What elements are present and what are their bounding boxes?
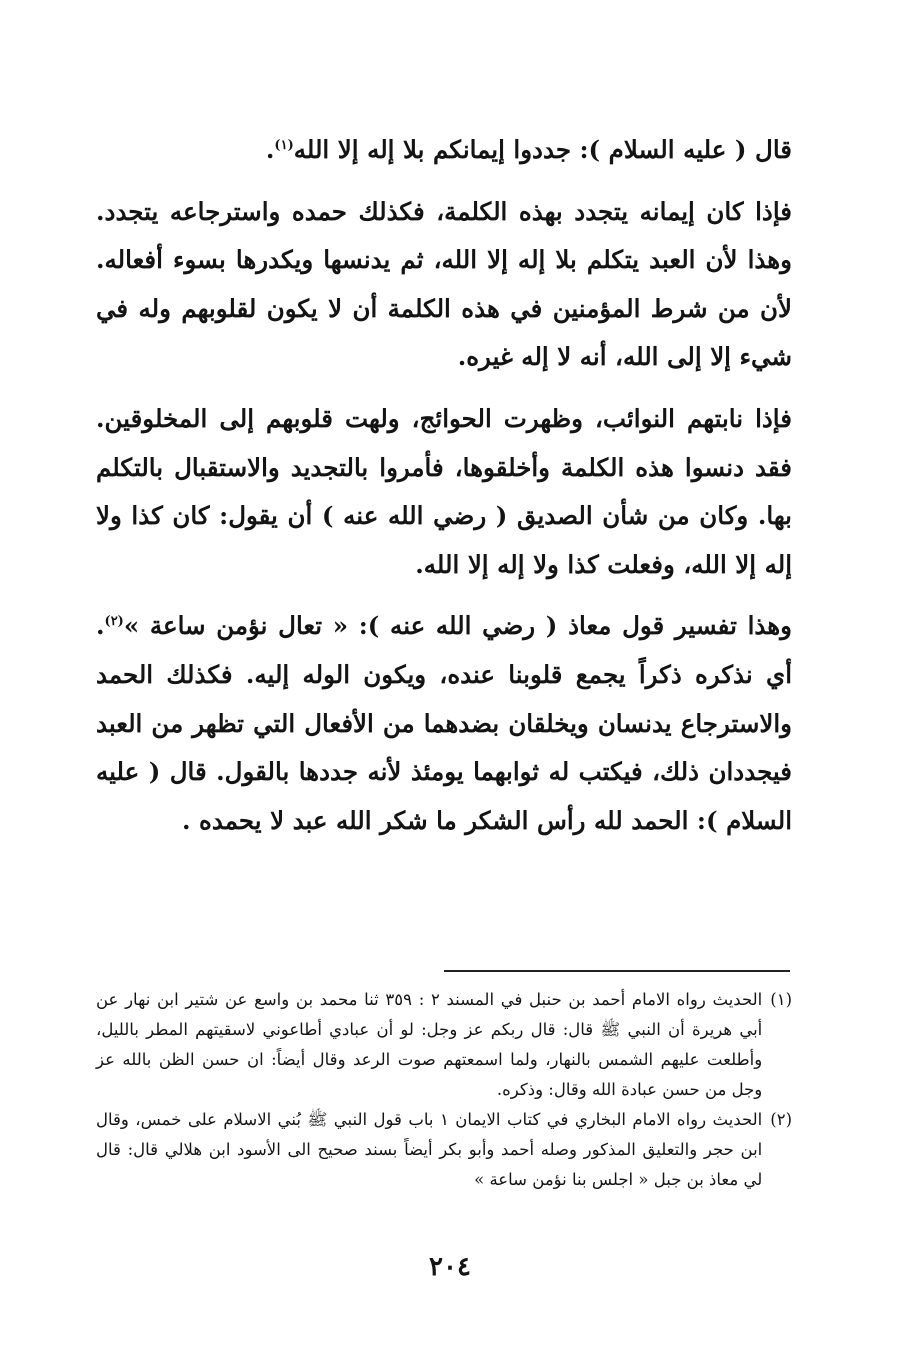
paragraph-3: فإذا نابتهم النوائب، وظهرت الحوائج، ولهت قلوبهم إلى المخلوقين. فقد دنسوا هذه الكلمة وأخلقوها، فأمروا بالتجديد والاستقبال بالتكلم بها. وكان من شأن الصديق ( رضي الله عنه ) أن يقول: كان كذا ولا إله إلا الله، وفعلت كذا ولا إله إلا الله. <box>96 403 792 579</box>
paragraph-2: فإذا كان إيمانه يتجدد بهذه الكلمة، فكذلك حمده واسترجاعه يتجدد. وهذا لأن العبد يتكلم بلا إله إلا الله، ثم يدنسها ويكدرها بسوء أفعاله. لأن من شرط المؤمنين في هذه الكلمة أن لا يكون لقلوبهم وله في شيء إلا إلى الله، أنه لا إله غيره. <box>96 196 792 372</box>
footnote-2-number: (٢) <box>770 1110 792 1129</box>
footnote-1-number: (١) <box>770 990 792 1009</box>
footnote-1 <box>96 985 792 1105</box>
main-text <box>96 126 792 858</box>
footnote-2-text: الحديث رواه الامام البخاري في كتاب الايمان ١ باب قول النبي ﷺ بُني الاسلام على خمس، وقال ابن حجر والتعليق المذكور وصله أحمد وأبو بكر أيضاً بسند صحيح الى الأسود ابن هلالي قال: قال لي معاذ بن جبل « اجلس بنا نؤمن ساعة » <box>96 1110 763 1189</box>
page-number: ٢٠٤ <box>429 1252 471 1282</box>
footnote-1-text: الحديث رواه الامام أحمد بن حنبل في المسند ٢ : ٣٥٩ ثنا محمد بن واسع عن شتير ابن نهار عن أبي هريرة أن النبي ﷺ قال: قال ربكم عز وجل: لو أن عبادي أطاعوني لاسقيتهم المطر بالليل، وأطلعت عليهم الشمس بالنهار، ولما اسمعتهم صوت الرعد وقال أيضاً: ان حسن الظن بالله عز وجل من حسن عبادة الله وقال: وذكره. <box>96 990 763 1099</box>
paragraph-4-text: وهذا تفسير قول معاذ ( رضي الله عنه ): « تعال نؤمن ساعة » <box>123 611 792 641</box>
footnote-2 <box>96 1105 792 1195</box>
paragraph-4-tail: . أي نذكره ذكراً يجمع قلوبنا عنده، ويكون الوله إليه. فكذلك الحمد والاسترجاع يدنسان ويخلقان بضدهما من الأفعال التي تظهر من العبد فيجددان ذلك، فيكتب له ثوابهما يومئذ لأنه جددها بالقول. قال ( عليه السلام ): الحمد لله رأس الشكر ما شكر الله عبد لا يحمده . <box>96 611 792 835</box>
paragraph-4 <box>96 602 792 845</box>
footnote-ref-2[interactable]: (٢) <box>104 614 124 630</box>
footnote-ref-1[interactable]: (١) <box>274 137 294 153</box>
footnotes <box>96 985 792 1195</box>
paragraph-1 <box>96 126 792 175</box>
paragraph-1-tail: . <box>265 135 275 164</box>
paragraph-1-text: قال ( عليه السلام ): جددوا إيمانكم بلا إله إلا الله <box>293 135 792 164</box>
footnote-divider <box>444 970 790 972</box>
